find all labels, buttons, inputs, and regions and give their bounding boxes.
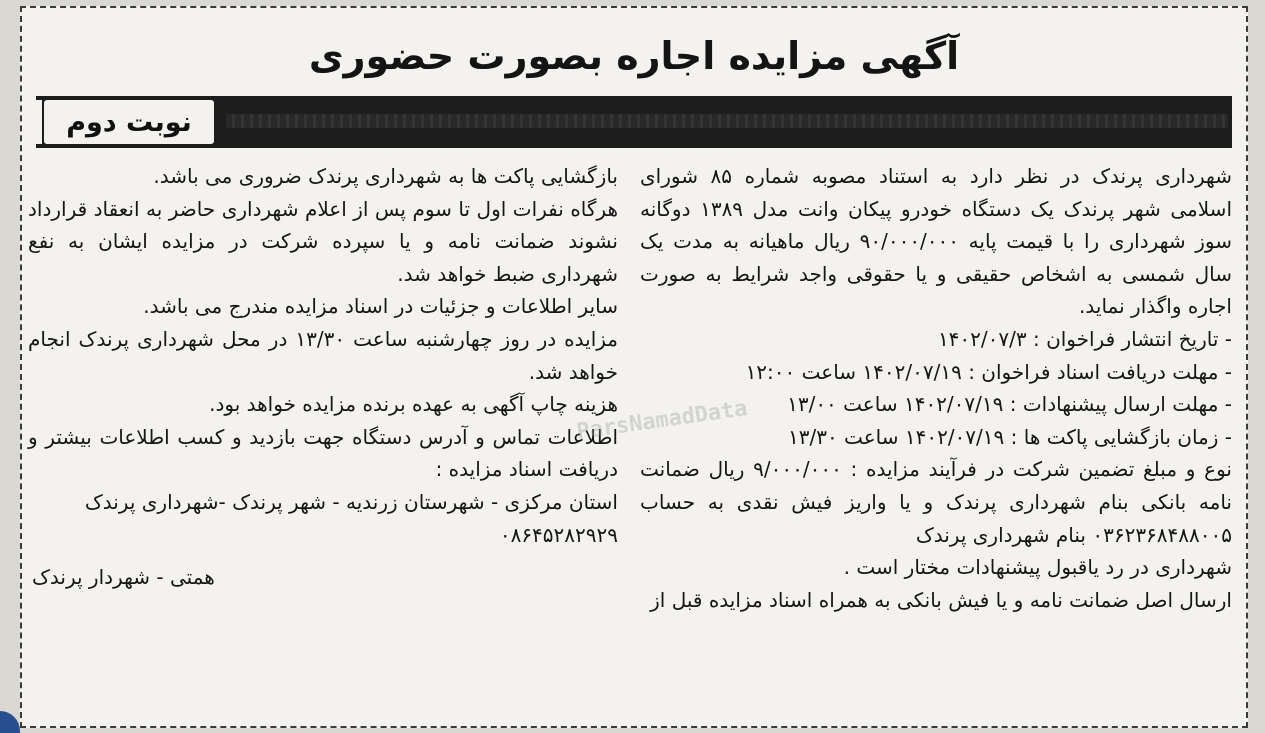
docs-deadline-line: - مهلت دریافت اسناد فراخوان : ۱۴۰۲/۰۷/۱۹ ساعت ۱۲:۰۰ — [745, 359, 1232, 384]
contact-heading: اطلاعات تماس و آدرس دستگاه جهت بازدید و کسب اطلاعات بیشتر و دریافت اسناد مزایده : — [28, 424, 618, 482]
cost-line: هزینه چاپ آگهی به عهده برنده مزایده خواهد بود. — [209, 392, 618, 417]
watermark: ParsNamadData — [575, 396, 749, 445]
band-pattern — [226, 114, 1228, 128]
right-column — [640, 160, 1232, 616]
opening-time-line: - زمان بازگشایی پاکت ها : ۱۴۰۲/۰۷/۱۹ ساعت ۱۳/۳۰ — [787, 424, 1232, 449]
opening-note: بازگشایی پاکت ها به شهرداری پرندک ضروری می باشد. — [153, 164, 618, 188]
corner-mark — [0, 711, 20, 733]
intro-paragraph: شهرداری پرندک در نظر دارد به استناد مصوبه شماره ۸۵ شورای اسلامی شهر پرندک یک دستگاه خودرو پیکان وانت مدل ۱۳۸۹ دوگانه سوز شهرداری را با قیمت پایه ۹۰/۰۰۰/۰۰۰ ریال ماهیانه به مدت یک سال شمسی به اشخاص حقیقی و یا حقوقی واجد شرایط به صورت اجاره واگذار نماید. — [640, 164, 1233, 319]
address-line: استان مرکزی - شهرستان زرندیه - شهر پرندک -شهرداری پرندک — [84, 489, 618, 514]
forfeit-paragraph: هرگاه نفرات اول تا سوم پس از اعلام شهرداری حاضر به انعقاد قرارداد نشوند ضمانت نامه و یا سپرده شرکت در مزایده ایشان به نفع شهرداری ضبط خواهد شد. — [28, 196, 618, 286]
phone-number: ۰۸۶۴۵۲۸۲۹۲۹ — [499, 522, 618, 547]
notice-frame — [20, 6, 1248, 728]
notice-title: آگهی مزایده اجاره بصورت حضوری — [308, 34, 960, 78]
signature: همتی - شهردار پرندک — [32, 565, 215, 590]
auction-time-paragraph: مزایده در روز چهارشنبه ساعت ۱۳/۳۰ در محل شهرداری پرندک انجام خواهد شد. — [28, 326, 619, 384]
guarantee-paragraph: نوع و مبلغ تضمین شرکت در فرآیند مزایده : ۹/۰۰۰/۰۰۰ ریال ضمانت نامه بانکی بنام شهرداری پرندک و یا واریز فیش نقدی به حساب ۰۳۶۲۳۶۸۴۸۸۰۰۵ بنام شهرداری پرندک — [640, 457, 1232, 547]
details-line: سایر اطلاعات و جزئیات در اسناد مزایده مندرج می باشد. — [143, 294, 618, 319]
round-badge: نوبت دوم — [44, 100, 214, 144]
badge-edge — [36, 100, 42, 144]
submission-note: ارسال اصل ضمانت نامه و یا فیش بانکی به همراه اسناد مزایده قبل از — [650, 587, 1232, 612]
submission-deadline-line: - مهلت ارسال پیشنهادات : ۱۴۰۲/۰۷/۱۹ ساعت ۱۳/۰۰ — [787, 392, 1232, 417]
rights-line: شهرداری در رد یاقبول پیشنهادات مختار است . — [843, 555, 1232, 580]
left-column — [28, 160, 618, 594]
publish-date-line: - تاریخ انتشار فراخوان : ۱۴۰۲/۰۷/۳ — [937, 326, 1232, 351]
header-band — [36, 96, 1232, 148]
